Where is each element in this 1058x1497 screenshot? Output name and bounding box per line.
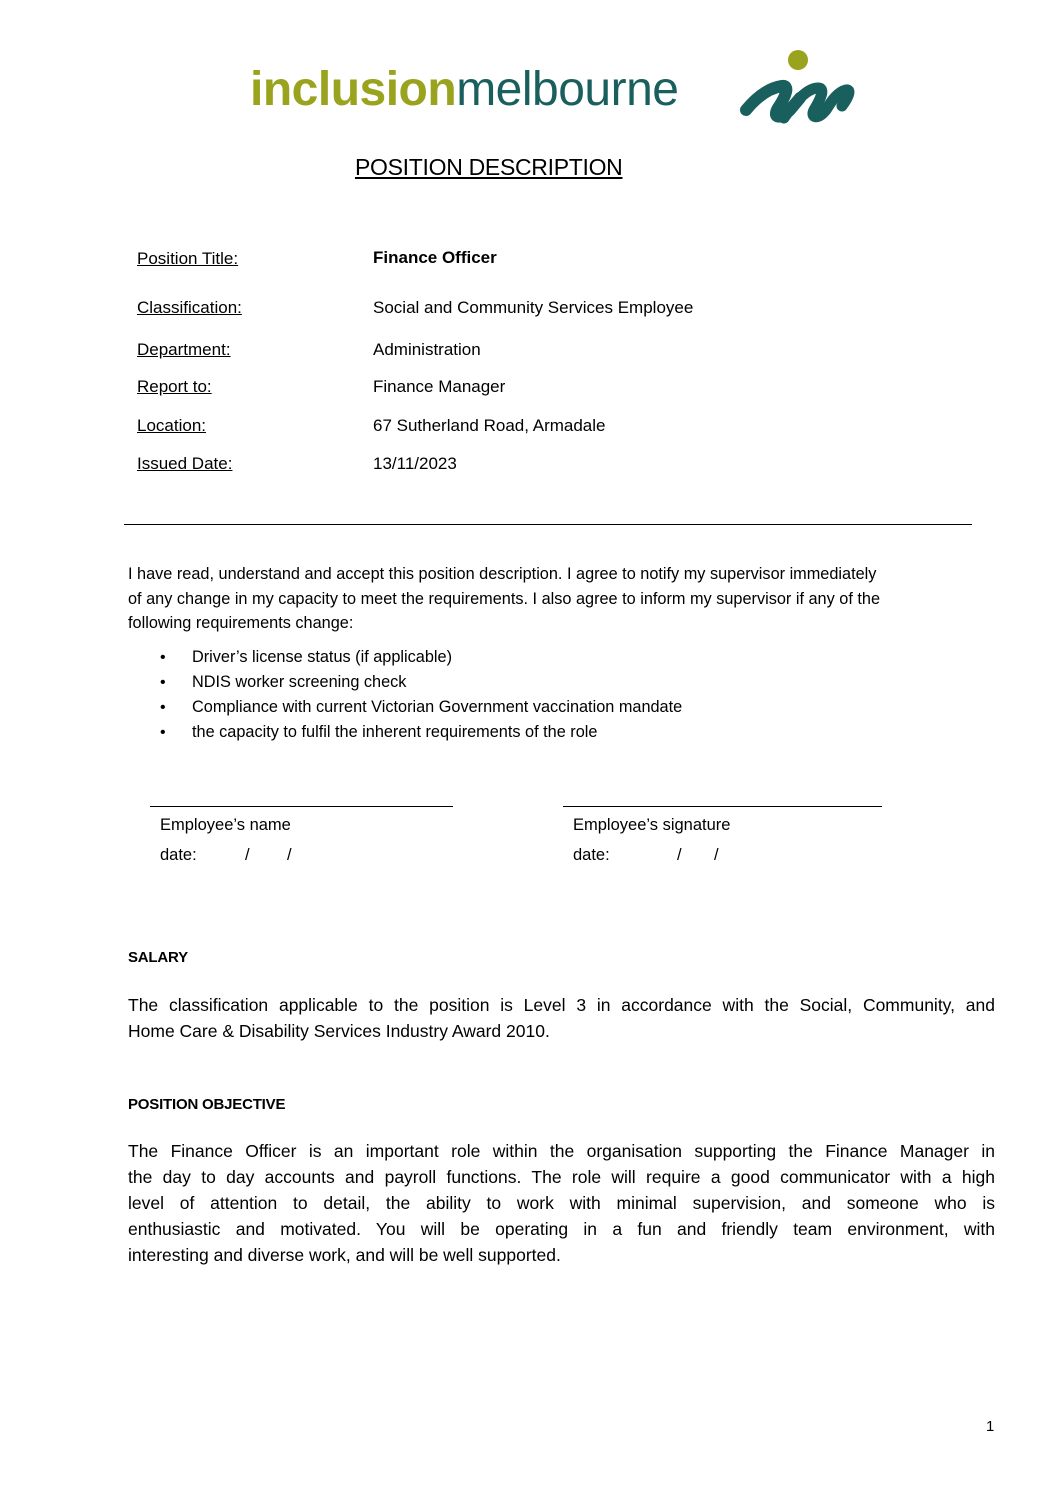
bullet: • (160, 699, 166, 716)
issued-date-value: 13/11/2023 (373, 454, 457, 473)
list-item: • NDIS worker screening check (128, 670, 682, 695)
acknowledgement-paragraph (128, 562, 990, 636)
bullet: • (160, 649, 166, 666)
objective-line: level of attention to detail, the ability to work with minimal supervision, and someone who is (128, 1193, 995, 1213)
employee-name-label: Employee’s name (160, 816, 291, 834)
acknowledgement-line: of any change in my capacity to meet the requirements. I also agree to inform my supervisor if any of the (128, 589, 881, 608)
inclusion-melbourne-im-monogram-icon (738, 48, 858, 128)
page-number: 1 (986, 1418, 995, 1435)
logo-word-melbourne: melbourne (456, 63, 679, 116)
classification-label: Classification: (137, 298, 242, 317)
list-item: • the capacity to fulfil the inherent requirements of the role (128, 720, 682, 745)
acknowledgement-line: following requirements change: (128, 614, 354, 632)
requirements-list (128, 645, 682, 745)
objective-line: enthusiastic and motivated. You will be operating in a fun and friendly team environment, with (128, 1219, 995, 1239)
salary-heading: SALARY (128, 949, 188, 966)
employee-signature-line[interactable] (563, 806, 882, 807)
report-to-label: Report to: (137, 377, 212, 396)
objective-line: The Finance Officer is an important role within the organisation supporting the Finance Manager in (128, 1141, 995, 1161)
location-label: Location: (137, 416, 206, 435)
list-item: • Compliance with current Victorian Government vaccination mandate (128, 695, 682, 720)
bullet: • (160, 724, 166, 741)
objective-line: the day to day accounts and payroll functions. The role will require a good communicator with a high (128, 1167, 995, 1187)
bullet: • (160, 674, 166, 691)
salary-line: Home Care & Disability Services Industry Award 2010. (128, 1021, 550, 1041)
department-value: Administration (373, 340, 481, 359)
name-date-label: date: (160, 846, 197, 864)
objective-paragraph (128, 1138, 995, 1268)
page-title: POSITION DESCRIPTION (355, 154, 623, 180)
objective-heading: POSITION OBJECTIVE (128, 1096, 286, 1113)
acknowledgement-line: I have read, understand and accept this position description. I agree to notify my supervisor immediately (128, 565, 877, 583)
position-title-value: Finance Officer (373, 248, 497, 267)
organisation-logo-wordmark (250, 63, 679, 116)
position-title-label: Position Title: (137, 249, 239, 268)
employee-name-line[interactable] (150, 806, 453, 807)
salary-paragraph (128, 992, 995, 1044)
issued-date-label: Issued Date: (137, 454, 233, 473)
date-separator: / (245, 846, 250, 864)
signature-date-label: date: (573, 846, 610, 864)
date-separator: / (714, 846, 719, 864)
location-value: 67 Sutherland Road, Armadale (373, 416, 606, 435)
salary-line: The classification applicable to the position is Level 3 in accordance with the Social, Community, and (128, 995, 995, 1015)
report-to-value: Finance Manager (373, 377, 506, 396)
department-label: Department: (137, 340, 231, 359)
section-divider (124, 524, 972, 525)
list-item: • Driver’s license status (if applicable) (128, 645, 682, 670)
date-separator: / (287, 846, 292, 864)
employee-signature-label: Employee’s signature (573, 816, 731, 834)
objective-line: interesting and diverse work, and will be well supported. (128, 1245, 561, 1265)
classification-value: Social and Community Services Employee (373, 298, 694, 317)
logo-word-inclusion: inclusion (250, 63, 457, 116)
date-separator: / (677, 846, 682, 864)
